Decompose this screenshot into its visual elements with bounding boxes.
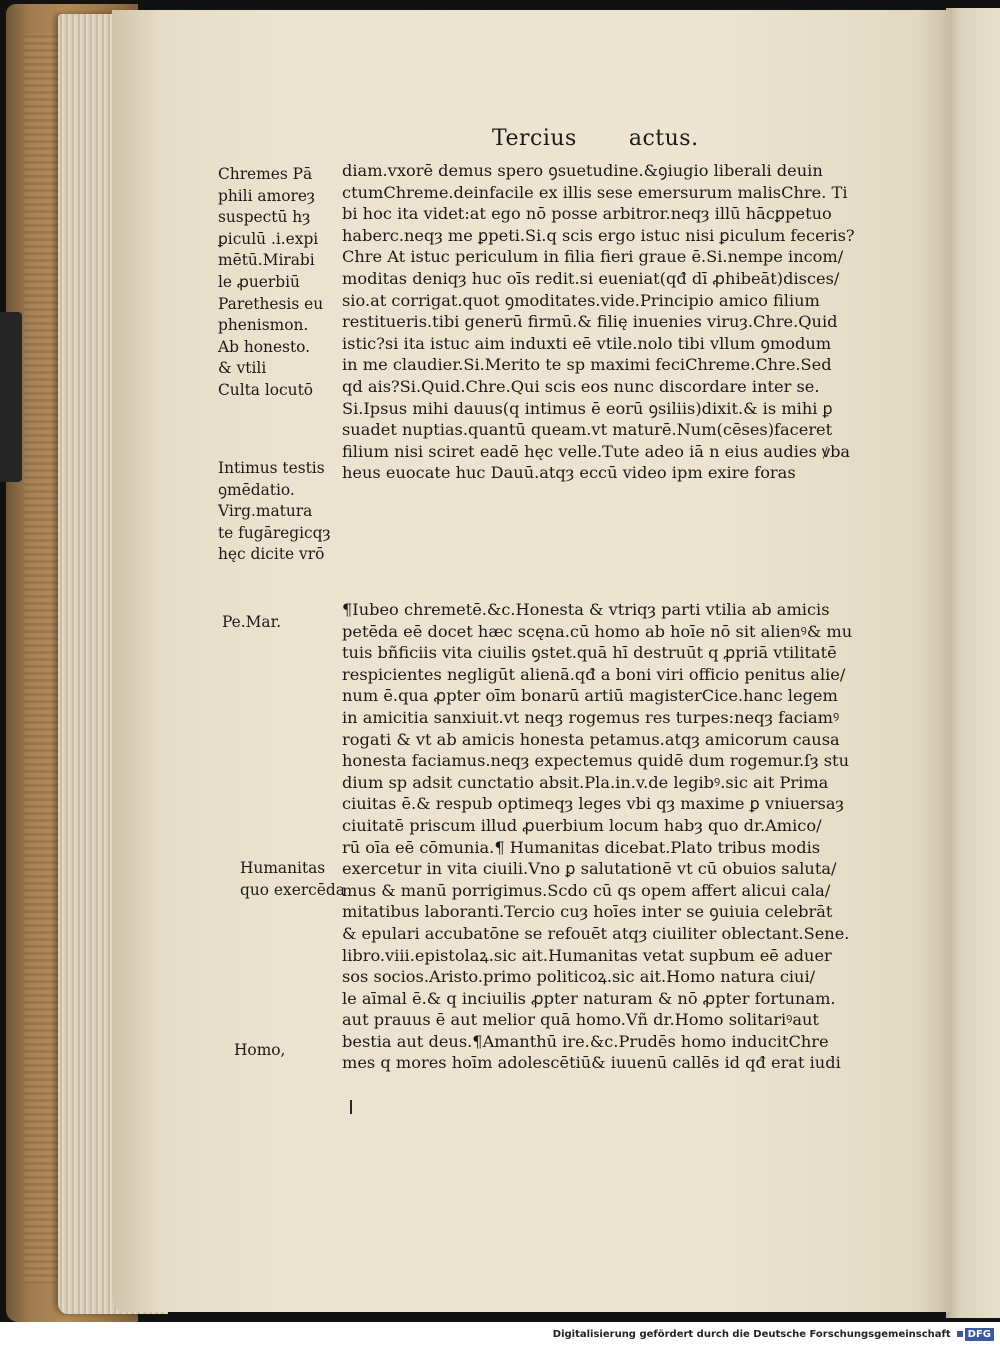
main-text-block-1 (342, 160, 855, 484)
margin-note-1 (218, 164, 323, 402)
text-line: in amicitia sanxiuit.vt neqȝ rogemus res turpes:neqȝ faciamꝰ (342, 707, 840, 727)
margin-line: Homo, (234, 1041, 286, 1059)
text-line: ciuitas ē.& respub optimeqȝ leges vbi qȝ maxime ꝑ vniuersaȝ (342, 794, 844, 814)
text-line: sos socios.Aristo.primo politicoꝝ.sic ait.Homo natura ciui/ (342, 967, 816, 987)
text-line: tuis bñficiis vita ciuilis ꝯstet.quā hī destruūt q ꝓpriā vtilitatē (342, 643, 837, 663)
margin-line: quo exercēda (240, 880, 345, 899)
running-head (492, 126, 699, 151)
running-head-right: actus. (628, 126, 699, 151)
text-line: ¶Iubeo chremetē.&c.Honesta & vtriqȝ parti vtilia ab amicis (342, 600, 830, 619)
margin-line: Virg.matura (218, 502, 313, 521)
text-line: honesta faciamus.neqȝ expectemus quidē dum rogemur.ſȝ stu (342, 751, 849, 771)
margin-note-2 (218, 458, 331, 566)
page-clip (0, 312, 22, 482)
text-line: mus & manū porrigimus.Scdo cū qs opem affert alicui cala/ (342, 880, 831, 900)
text-line: mes q mores hoīm adolescētiū& iuuenū callēs id qđ erat iudi (342, 1053, 841, 1073)
text-line: filium nisi sciret eadē hęc velle.Tute adeo iā n eius audies ꝟba (342, 441, 851, 461)
text-line: sio.at corrigat.quot ꝯmoditates.vide.Principio amico filium (342, 290, 820, 310)
text-line: ciuitatē priscum illud ꝓuerbium locum habȝ quo dr.Amico/ (342, 815, 822, 835)
text-line: num ē.qua ꝓpter oīm bonarū artiū magisterCice.hanc legem (342, 686, 838, 706)
margin-line: Intimus testis (218, 459, 325, 477)
text-line: istic?si ita istuc aim induxti eē vtile.nolo tibi vllum ꝯmodum (342, 333, 832, 353)
text-line: dium sp adsit cunctatio absit.Pla.in.v.de legibꝰ.sic ait Prima (342, 772, 829, 792)
text-line: moditas deniqȝ huc oīs redit.si eueniat(qđ dī ꝓhibeāt)disces/ (342, 268, 840, 288)
text-line: libro.viii.epistolaꝝ.sic ait.Humanitas vetat supbum eē aduer (342, 945, 832, 965)
margin-note-3 (222, 612, 281, 634)
margin-line: Pe.Mar. (222, 613, 282, 631)
text-line: Chre At istuc periculum in filia fieri graue ē.Si.nempe incom/ (342, 247, 844, 267)
footer-bar (0, 1322, 1000, 1346)
text-line: diam.vxorē demus spero ꝯsuetudine.&ꝯiugio liberali deuin (342, 161, 823, 180)
text-line: heus euocate huc Dauū.atqȝ eccū video ipm exire foras (342, 463, 796, 483)
margin-line: Culta locutō (218, 380, 314, 399)
margin-line: Humanitas (240, 859, 326, 877)
margin-line: Parethesis eu (218, 294, 324, 313)
margin-line: phenismon. (218, 316, 309, 335)
text-line: Si.Ipsus mihi dauus(q intimus ē eorū ꝯsiliis)dixit.& is mihi ꝑ (342, 398, 833, 418)
footer-credit: Digitalisierung gefördert durch die Deutsche Forschungsgemeinschaft (552, 1328, 951, 1340)
running-head-left: Tercius (492, 126, 577, 151)
margin-line: Chremes Pā (218, 165, 313, 183)
text-line: & epulari accubatōne se refouēt atqȝ ciuiliter oblectant.Sene. (342, 923, 850, 943)
logo-text: DFG (965, 1328, 994, 1341)
pen-mark (350, 1100, 352, 1114)
dfg-logo (957, 1328, 994, 1341)
margin-line: ꝯmēdatio. (218, 480, 295, 499)
margin-line: hęc dicite vrō (218, 545, 325, 564)
text-line: le aīmal ē.& q inciuilis ꝓpter naturam & nō ꝓpter fortunam. (342, 988, 836, 1008)
margin-line: & vtili (218, 359, 267, 378)
text-line: in me claudier.Si.Merito te sp maximi feciChreme.Chre.Sed (342, 355, 832, 375)
margin-line: Ab honesto. (218, 337, 311, 356)
text-line: rū oīa eē cōmunia.¶ Humanitas dicebat.Plato tribus modis (342, 837, 821, 857)
margin-line: te fugāregicqȝ (218, 523, 331, 542)
margin-note-5 (234, 1040, 285, 1062)
text-line: respicientes negligūt alienā.qđ a boni viri officio penitus alie/ (342, 664, 846, 684)
text-line: mitatibus laboranti.Tercio cuȝ hoīes inter se ꝯuiuia celebrāt (342, 902, 833, 922)
text-line: restitueris.tibi generū firmū.& filię inuenies viruȝ.Chre.Quid (342, 312, 838, 332)
text-line: exercetur in vita ciuili.Vno ꝑ salutationē vt cū obuios saluta/ (342, 859, 837, 879)
main-text-block-2 (342, 599, 852, 1074)
text-line: bestia aut deus.¶Amanthū ire.&c.Prudēs homo inducitChre (342, 1031, 829, 1051)
logo-square-icon (957, 1331, 963, 1337)
margin-line: suspectū hȝ (218, 208, 311, 227)
text-line: haberc.neqȝ me ꝑpeti.Si.q scis ergo istuc nisi ꝑiculum feceris? (342, 225, 855, 245)
margin-note-4 (240, 858, 345, 901)
text-line: bi hoc ita videt:at ego nō posse arbitror.neqȝ illū hācꝑpetuo (342, 204, 832, 224)
margin-line: mētū.Mirabi (218, 251, 315, 270)
text-line: petēda eē docet hæc scęna.cū homo ab hoīe nō sit alienꝰ& mu (342, 621, 853, 641)
margin-line: ꝑiculū .i.expi (218, 229, 319, 248)
text-line: suadet nuptias.quantū queam.vt maturē.Num(cēses)faceret (342, 420, 833, 440)
margin-line: phili amoreȝ (218, 186, 315, 205)
text-line: rogati & vt ab amicis honesta petamus.atqȝ amicorum causa (342, 729, 840, 749)
facing-page-edge (946, 8, 1000, 1318)
text-line: aut prauus ē aut melior quā homo.Vñ dr.Homo solitariꝰaut (342, 1010, 819, 1030)
text-line: qd ais?Si.Quid.Chre.Qui scis eos nunc discordare inter se. (342, 376, 820, 396)
text-line: ctumChreme.deinfacile ex illis sese emersurum malisChre. Ti (342, 182, 848, 202)
margin-line: le ꝓuerbiū (218, 272, 300, 291)
